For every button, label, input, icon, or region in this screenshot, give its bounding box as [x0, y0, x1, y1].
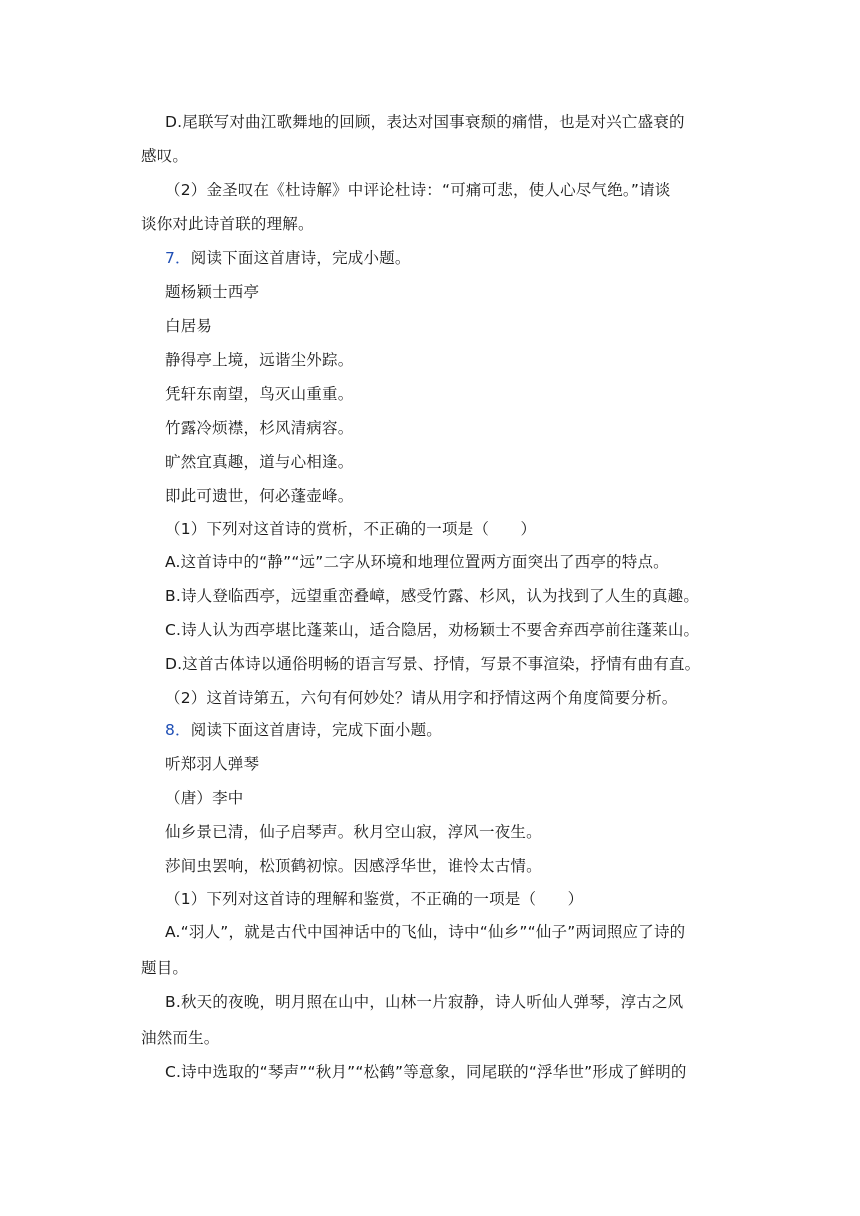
q8-poet: （唐）李中 [165, 789, 244, 807]
q8-option-c-line1: C.诗中选取的“琴声”“秋月”“松鹤”等意象，同尾联的“浮华世”形成了鲜明的 [165, 1063, 687, 1081]
q6-subquestion-2-line1: （2）金圣叹在《杜诗解》中评论杜诗：“可痛可悲，使人心尽气绝。”请谈 [165, 181, 671, 199]
q7-poem-line: 旷然宜真趣，道与心相逢。 [165, 453, 354, 471]
q8-option-a-line2: 题目。 [141, 959, 189, 977]
q7-subquestion-1: （1）下列对这首诗的赏析，不正确的一项是（ ） [165, 520, 537, 538]
q7-poem-title: 题杨颖士西亭 [165, 283, 260, 301]
q7-option-d: D.这首古体诗以通俗明畅的语言写景、抒情，写景不事渲染，抒情有曲有直。 [165, 655, 701, 673]
q8-poem-line: 仙乡景已清，仙子启琴声。秋月空山寂，淳风一夜生。 [165, 823, 542, 841]
q8-heading [165, 720, 442, 740]
q7-number: 7． [165, 249, 191, 267]
q7-option-c: C.诗人认为西亭堪比蓬莱山，适合隐居，劝杨颖士不要舍弃西亭前往蓬莱山。 [165, 621, 700, 639]
q7-option-a: A.这首诗中的“静”“远”二字从环境和地理位置两方面突出了西亭的特点。 [165, 553, 669, 571]
q8-option-a-line1: A.“羽人”，就是古代中国神话中的飞仙，诗中“仙乡”“仙子”两词照应了诗的 [165, 923, 686, 941]
q8-poem-title: 听郑羽人弹琴 [165, 755, 260, 773]
q8-option-b-line2: 油然而生。 [141, 1029, 220, 1047]
q7-poet: 白居易 [165, 317, 213, 335]
q7-subquestion-2: （2）这首诗第五，六句有何妙处？请从用字和抒情这两个角度简要分析。 [165, 689, 678, 707]
q7-prompt: 阅读下面这首唐诗，完成小题。 [190, 249, 411, 267]
q7-poem-line: 静得亭上境，远谐尘外踪。 [165, 351, 354, 369]
q7-option-b: B.诗人登临西亭，远望重峦叠嶂，感受竹露、杉风，认为找到了人生的真趣。 [165, 587, 700, 605]
q8-number: 8． [165, 721, 191, 739]
q6-option-d-line1: D.尾联写对曲江歌舞地的回顾，表达对国事衰颓的痛惜，也是对兴亡盛衰的 [165, 113, 685, 131]
q8-poem-line: 莎间虫罢响，松顶鹤初惊。因感浮华世，谁怜太古情。 [165, 857, 542, 875]
q8-option-b-line1: B.秋天的夜晚，明月照在山中，山林一片寂静，诗人听仙人弹琴，淳古之风 [165, 993, 684, 1011]
q6-option-d-line2: 感叹。 [141, 147, 189, 165]
q7-poem-line: 即此可遗世，何必蓬壶峰。 [165, 487, 354, 505]
q7-poem-line: 竹露冷烦襟，杉风清病容。 [165, 419, 354, 437]
q8-prompt: 阅读下面这首唐诗，完成下面小题。 [190, 721, 442, 739]
q6-subquestion-2-line2: 谈你对此诗首联的理解。 [141, 215, 314, 233]
q8-subquestion-1: （1）下列对这首诗的理解和鉴赏，不正确的一项是（ ） [165, 890, 584, 908]
q7-poem-line: 凭轩东南望，鸟灭山重重。 [165, 385, 354, 403]
q7-heading [165, 248, 411, 268]
